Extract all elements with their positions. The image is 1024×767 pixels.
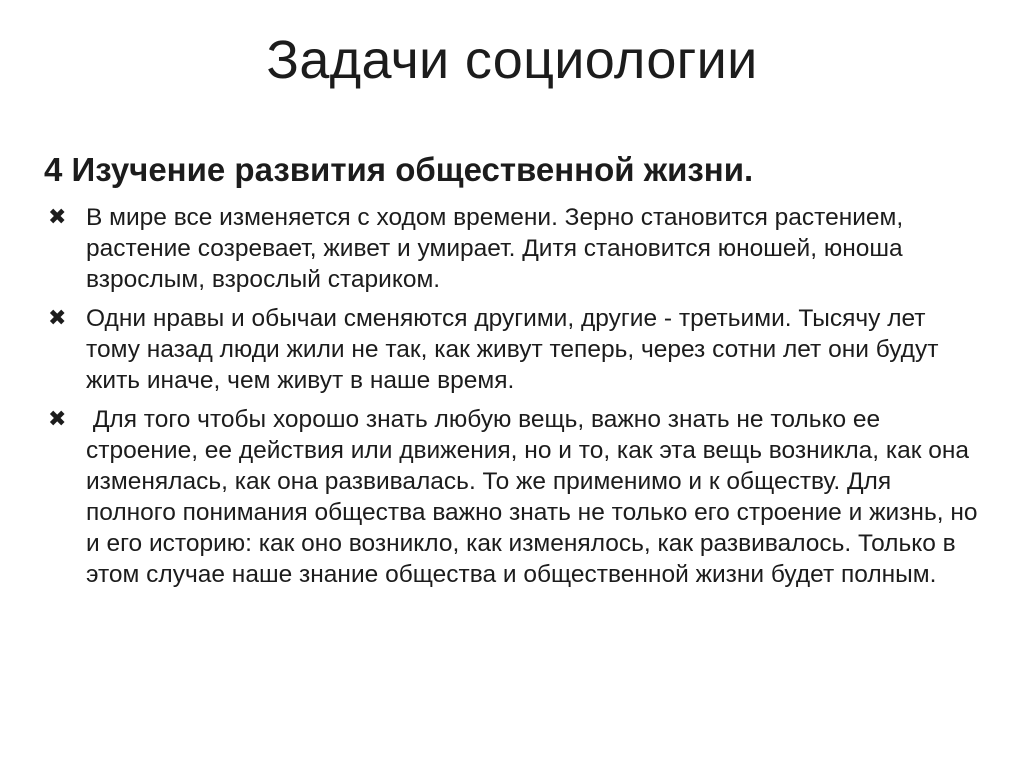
cross-mark-icon: ✖ bbox=[48, 306, 67, 331]
list-item-text: Для того чтобы хорошо знать любую вещь, важно знать не только ее строение, ее действия или движения, но и то, как эта вещь возникла, как она изменялась, как она развивалась. То же применимо и к обществу. Для полного понимания общества важно знать не только его строение и жизнь, но и его историю: как оно возникло, как изменялось, как развивалось. Только в этом случае наше знание общества и общественной жизни будет полным. bbox=[86, 406, 985, 588]
list-item bbox=[48, 202, 978, 295]
list-item-text: В мире все изменяется с ходом времени. Зерно становится растением, растение созревает, живет и умирает. Дитя становится юношей, юноша взрослым, взрослый стариком. bbox=[86, 204, 904, 293]
slide-subtitle: 4 Изучение развития общественной жизни. bbox=[44, 151, 754, 188]
list-item bbox=[48, 303, 978, 396]
list-item bbox=[48, 404, 985, 590]
cross-mark-icon: ✖ bbox=[48, 407, 67, 432]
cross-mark-icon: ✖ bbox=[48, 205, 67, 230]
slide-title: Задачи социологии bbox=[266, 30, 758, 90]
list-item-text: Одни нравы и обычаи сменяются другими, другие - третьими. Тысячу лет тому назад люди жили не так, как живут теперь, через сотни лет они будут жить иначе, чем живут в наше время. bbox=[86, 305, 939, 394]
bullet-list bbox=[48, 202, 985, 598]
